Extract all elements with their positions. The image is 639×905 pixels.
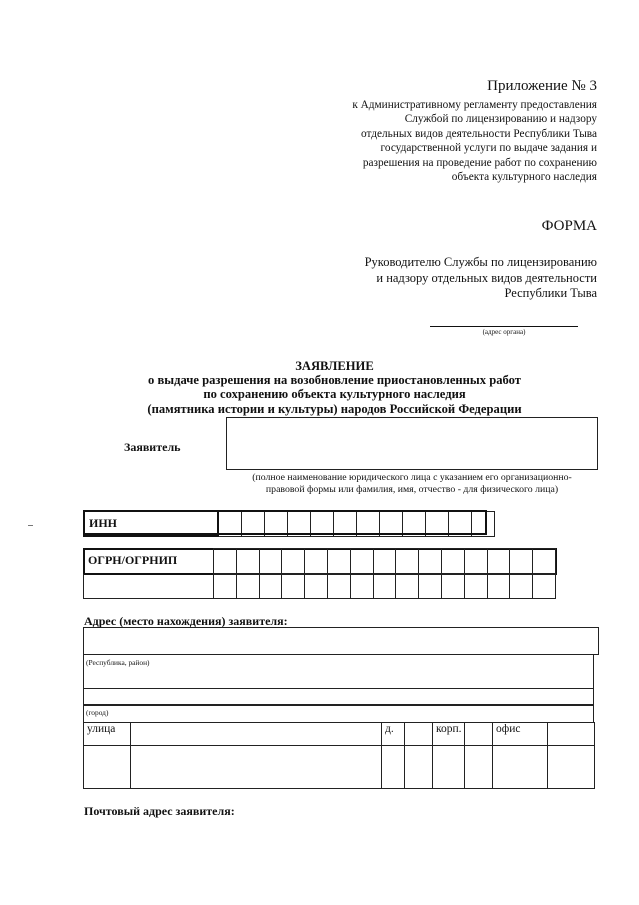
ogrn-digit-cell[interactable] bbox=[533, 575, 556, 599]
caption-line: правовой формы или фамилия, имя, отчество - для физического лица) bbox=[265, 484, 559, 495]
address-row-field[interactable] bbox=[83, 627, 599, 655]
ogrn-digit-cell[interactable] bbox=[214, 549, 237, 574]
city-caption: (город) bbox=[86, 708, 109, 717]
ogrn-digit-cell[interactable] bbox=[350, 575, 373, 599]
caption-line: (полное наименование юридического лица с указанием его организационно- bbox=[252, 472, 572, 483]
ogrn-digit-cell[interactable] bbox=[236, 575, 259, 599]
ogrn-digit-cell[interactable] bbox=[282, 549, 305, 574]
title-line: по сохранению объекта культурного наследия bbox=[203, 387, 466, 402]
addressee-line: и надзору отдельных видов деятельности bbox=[376, 270, 597, 285]
ogrn-digit-cell[interactable] bbox=[487, 549, 510, 574]
office-label: офис bbox=[493, 723, 548, 746]
appendix-line: государственной услуги по выдаче задания и bbox=[380, 142, 597, 155]
appendix-title: Приложение № 3 bbox=[487, 78, 597, 94]
appendix-line: Службой по лицензированию и надзору bbox=[404, 113, 597, 126]
ogrn-digit-cell[interactable] bbox=[305, 549, 328, 574]
ogrn-digit-cell[interactable] bbox=[396, 575, 419, 599]
ogrn-label: ОГРН/ОГРНИП bbox=[88, 553, 178, 567]
appendix-line: разрешения на проведение работ по сохранению bbox=[362, 156, 597, 169]
ogrn-digit-cell[interactable] bbox=[464, 549, 487, 574]
applicant-caption bbox=[226, 472, 598, 496]
postal-address-title: Почтовый адрес заявителя: bbox=[84, 804, 235, 818]
street-cell[interactable] bbox=[382, 746, 405, 789]
street-cell[interactable] bbox=[405, 746, 433, 789]
ogrn-digit-cell[interactable] bbox=[419, 575, 442, 599]
street-cell[interactable] bbox=[131, 746, 382, 789]
street-label: улица bbox=[84, 723, 131, 746]
ogrn-label-lower-cell bbox=[83, 574, 214, 599]
appendix-line: отдельных видов деятельности Республики Тыва bbox=[361, 127, 597, 140]
ogrn-digit-cell[interactable] bbox=[350, 549, 373, 574]
title-line: (памятника истории и культуры) народов Российской Федерации bbox=[147, 401, 522, 416]
ogrn-digit-cell[interactable] bbox=[214, 575, 237, 599]
street-cell[interactable] bbox=[493, 746, 548, 789]
republic-district-caption: (Республика, район) bbox=[86, 658, 150, 667]
street-cell[interactable] bbox=[84, 746, 131, 789]
authority-address-field[interactable] bbox=[430, 326, 578, 327]
ogrn-digit-cell[interactable] bbox=[441, 549, 464, 574]
street-cell[interactable] bbox=[548, 746, 595, 789]
inn-frame bbox=[83, 510, 487, 535]
house-field[interactable] bbox=[405, 723, 433, 746]
ogrn-digit-cell[interactable] bbox=[282, 575, 305, 599]
street-table bbox=[83, 722, 595, 789]
ogrn-digit-cell[interactable] bbox=[533, 549, 556, 574]
ogrn-digit-cell[interactable] bbox=[236, 549, 259, 574]
addressee-line: Республики Тыва bbox=[504, 286, 597, 300]
title-line: о выдаче разрешения на возобновление приостановленных работ bbox=[148, 373, 521, 388]
authority-address-caption: (адрес органа) bbox=[482, 328, 526, 336]
appendix-line: к Административному регламенту предоставления bbox=[352, 99, 597, 111]
inn-label: ИНН bbox=[84, 511, 218, 536]
ogrn-digit-cell[interactable] bbox=[327, 549, 350, 574]
ogrn-digit-cell[interactable] bbox=[373, 549, 396, 574]
applicant-label: Заявитель bbox=[124, 440, 181, 454]
ogrn-digit-cell[interactable] bbox=[510, 575, 533, 599]
ogrn-digit-cell[interactable] bbox=[441, 575, 464, 599]
ogrn-digit-cell[interactable] bbox=[464, 575, 487, 599]
ogrn-digit-cell[interactable] bbox=[487, 575, 510, 599]
ogrn-digit-cell[interactable] bbox=[259, 549, 282, 574]
ogrn-table bbox=[213, 548, 556, 574]
ogrn-digit-cell[interactable] bbox=[327, 575, 350, 599]
address-spacer-field[interactable] bbox=[83, 689, 594, 705]
applicant-name-field[interactable] bbox=[226, 417, 598, 470]
form-label: ФОРМА bbox=[541, 218, 597, 234]
street-field[interactable] bbox=[131, 723, 382, 746]
ogrn-digit-cell[interactable] bbox=[510, 549, 533, 574]
margin-mark bbox=[28, 525, 33, 526]
title-heading: ЗАЯВЛЕНИЕ bbox=[295, 359, 374, 373]
republic-district-field[interactable] bbox=[83, 655, 594, 689]
ogrn-table-lower bbox=[213, 574, 556, 599]
house-label: д. bbox=[382, 723, 405, 746]
city-field[interactable] bbox=[83, 705, 594, 723]
appendix-description bbox=[297, 98, 597, 184]
ogrn-digit-cell[interactable] bbox=[396, 549, 419, 574]
building-label: корп. bbox=[433, 723, 465, 746]
addressee-line: Руководителю Службы по лицензированию bbox=[364, 255, 597, 269]
office-field[interactable] bbox=[548, 723, 595, 746]
document-title bbox=[0, 359, 639, 416]
address-title: Адрес (место нахождения) заявителя: bbox=[84, 614, 288, 628]
addressee-block bbox=[297, 255, 597, 302]
ogrn-digit-cell[interactable] bbox=[373, 575, 396, 599]
appendix-line: объекта культурного наследия bbox=[451, 171, 597, 184]
ogrn-digit-cell[interactable] bbox=[259, 575, 282, 599]
ogrn-digit-cell[interactable] bbox=[419, 549, 442, 574]
street-cell[interactable] bbox=[433, 746, 465, 789]
ogrn-digit-cell[interactable] bbox=[305, 575, 328, 599]
building-field[interactable] bbox=[465, 723, 493, 746]
street-cell[interactable] bbox=[465, 746, 493, 789]
